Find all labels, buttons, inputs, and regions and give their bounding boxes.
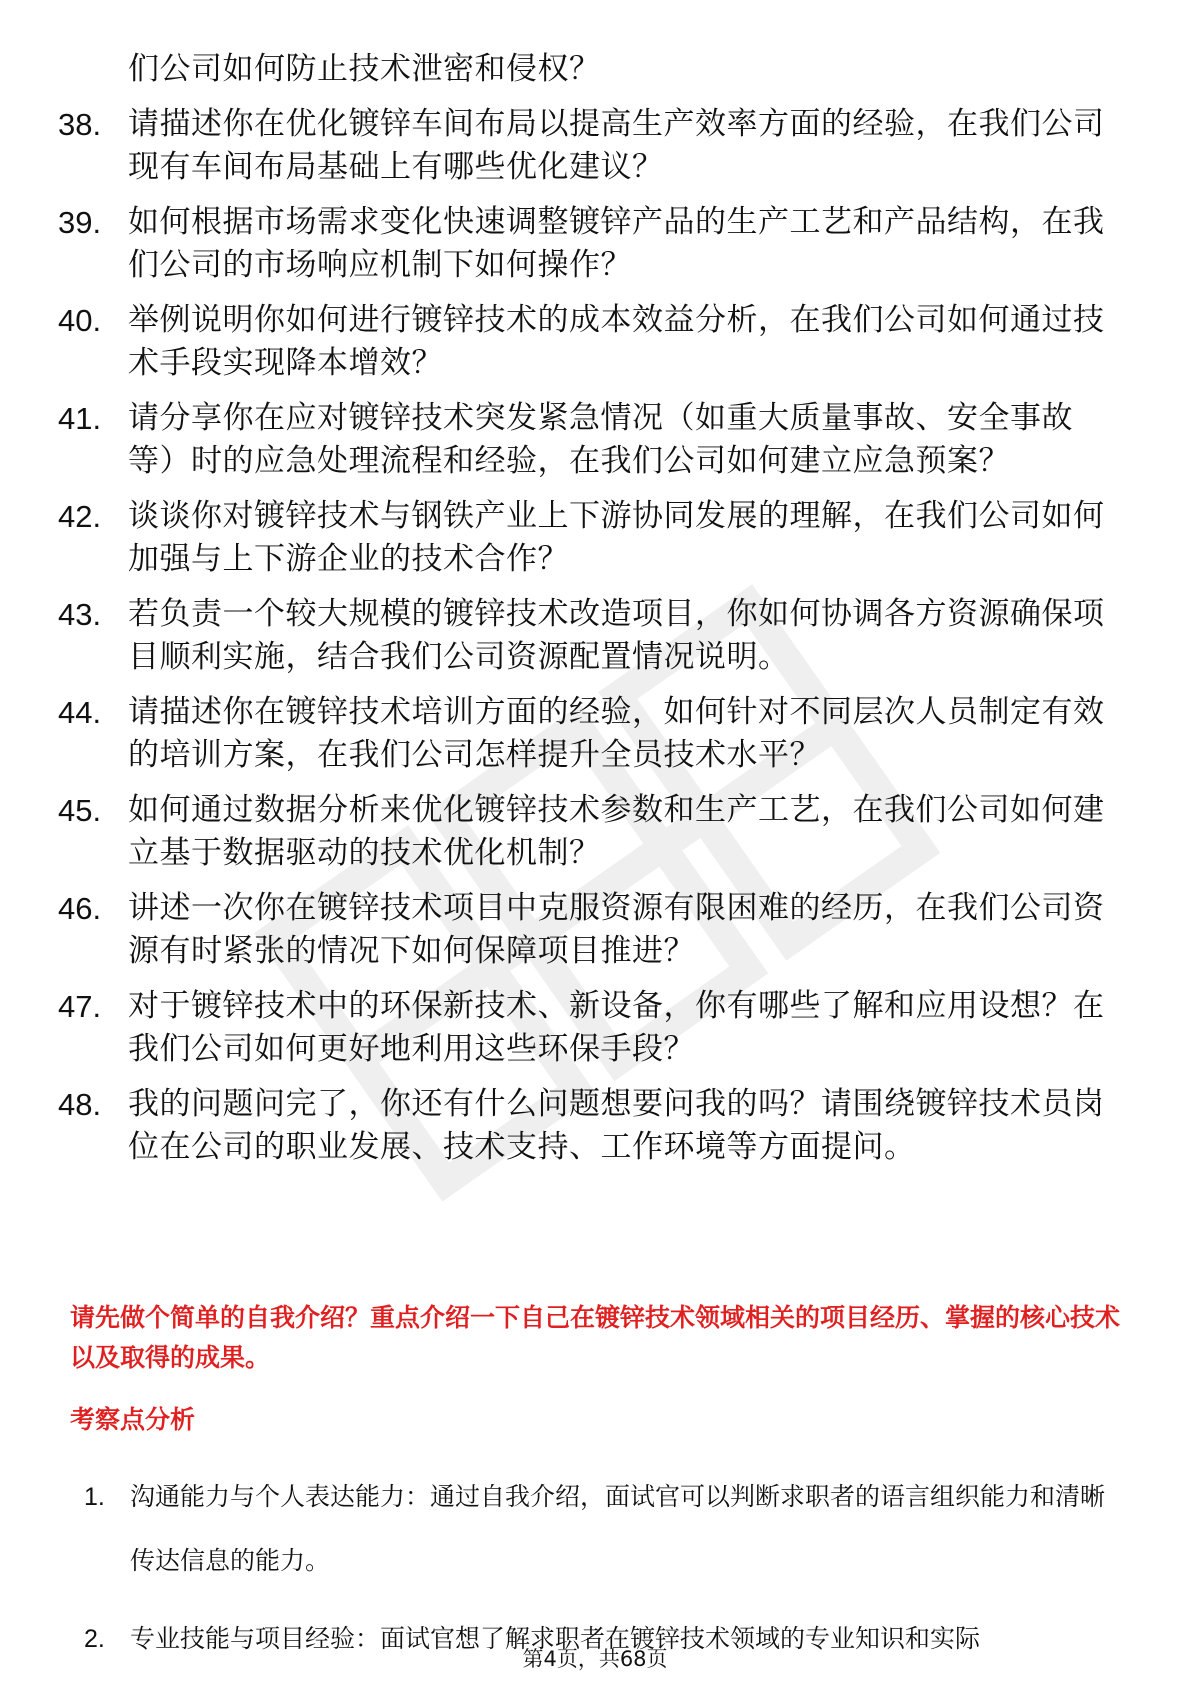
analysis-text: 沟通能力与个人表达能力：通过自我介绍，面试官可以判断求职者的语言组织能力和清晰传达信息的能力。 [130,1482,1106,1575]
analysis-text: 专业技能与项目经验：面试官想了解求职者在镀锌技术领域的专业知识和实际 [130,1624,981,1653]
question-number: 38. [58,107,102,142]
question-item [58,103,1118,189]
question-item [58,1083,1118,1169]
question-number: 43. [58,597,102,632]
question-number: 39. [58,205,102,240]
question-item [58,495,1118,581]
highlight-question: 请先做个简单的自我介绍？重点介绍一下自己在镀锌技术领域相关的项目经历、掌握的核心技术以及取得的成果。 [70,1303,1121,1372]
question-text: 对于镀锌技术中的环保新技术、新设备，你有哪些了解和应用设想？在我们公司如何更好地利用这些环保手段？ [128,988,1105,1067]
question-number: 42. [58,499,102,534]
analysis-number: 1. [84,1483,105,1511]
question-list [58,48,1118,1181]
question-number: 48. [58,1087,102,1122]
question-number: 45. [58,793,102,828]
question-number: 41. [58,401,102,436]
question-item [58,789,1118,875]
question-number: 46. [58,891,102,926]
analysis-number: 2. [84,1625,105,1653]
question-number: 44. [58,695,102,730]
question-item [58,985,1118,1071]
question-item [58,887,1118,973]
question-text: 请分享你在应对镀锌技术突发紧急情况（如重大质量事故、安全事故等）时的应急处理流程和经验，在我们公司如何建立应急预案？ [128,400,1073,479]
question-text: 若负责一个较大规模的镀锌技术改造项目，你如何协调各方资源确保项目顺利实施，结合我们公司资源配置情况说明。 [128,596,1105,675]
question-text: 讲述一次你在镀锌技术项目中克服资源有限困难的经历，在我们公司资源有时紧张的情况下如何保障项目推进？ [128,890,1105,969]
question-item [58,299,1118,385]
question-text: 请描述你在镀锌技术培训方面的经验，如何针对不同层次人员制定有效的培训方案，在我们公司怎样提升全员技术水平？ [128,694,1105,773]
question-item [58,397,1118,483]
question-text: 我的问题问完了，你还有什么问题想要问我的吗？请围绕镀锌技术员岗位在公司的职业发展、技术支持、工作环境等方面提问。 [128,1086,1105,1165]
page-footer: 第4页，共68页 [522,1647,668,1671]
question-text: 如何根据市场需求变化快速调整镀锌产品的生产工艺和产品结构，在我们公司的市场响应机制下如何操作？ [128,204,1105,283]
analysis-item [84,1465,1124,1593]
question-item [58,593,1118,679]
question-text: 举例说明你如何进行镀锌技术的成本效益分析，在我们公司如何通过技术手段实现降本增效？ [128,302,1105,381]
analysis-title: 考察点分析 [70,1405,196,1434]
question-text: 如何通过数据分析来优化镀锌技术参数和生产工艺，在我们公司如何建立基于数据驱动的技术优化机制？ [128,792,1105,871]
question-number: 47. [58,989,102,1024]
question-item [58,201,1118,287]
question-item [58,48,1118,91]
question-number: 40. [58,303,102,338]
question-text: 谈谈你对镀锌技术与钢铁产业上下游协同发展的理解，在我们公司如何加强与上下游企业的技术合作？ [128,498,1105,577]
question-text: 请描述你在优化镀锌车间布局以提高生产效率方面的经验，在我们公司现有车间布局基础上有哪些优化建议？ [128,106,1105,185]
question-item [58,691,1118,777]
question-text: 们公司如何防止技术泄密和侵权？ [128,51,601,87]
